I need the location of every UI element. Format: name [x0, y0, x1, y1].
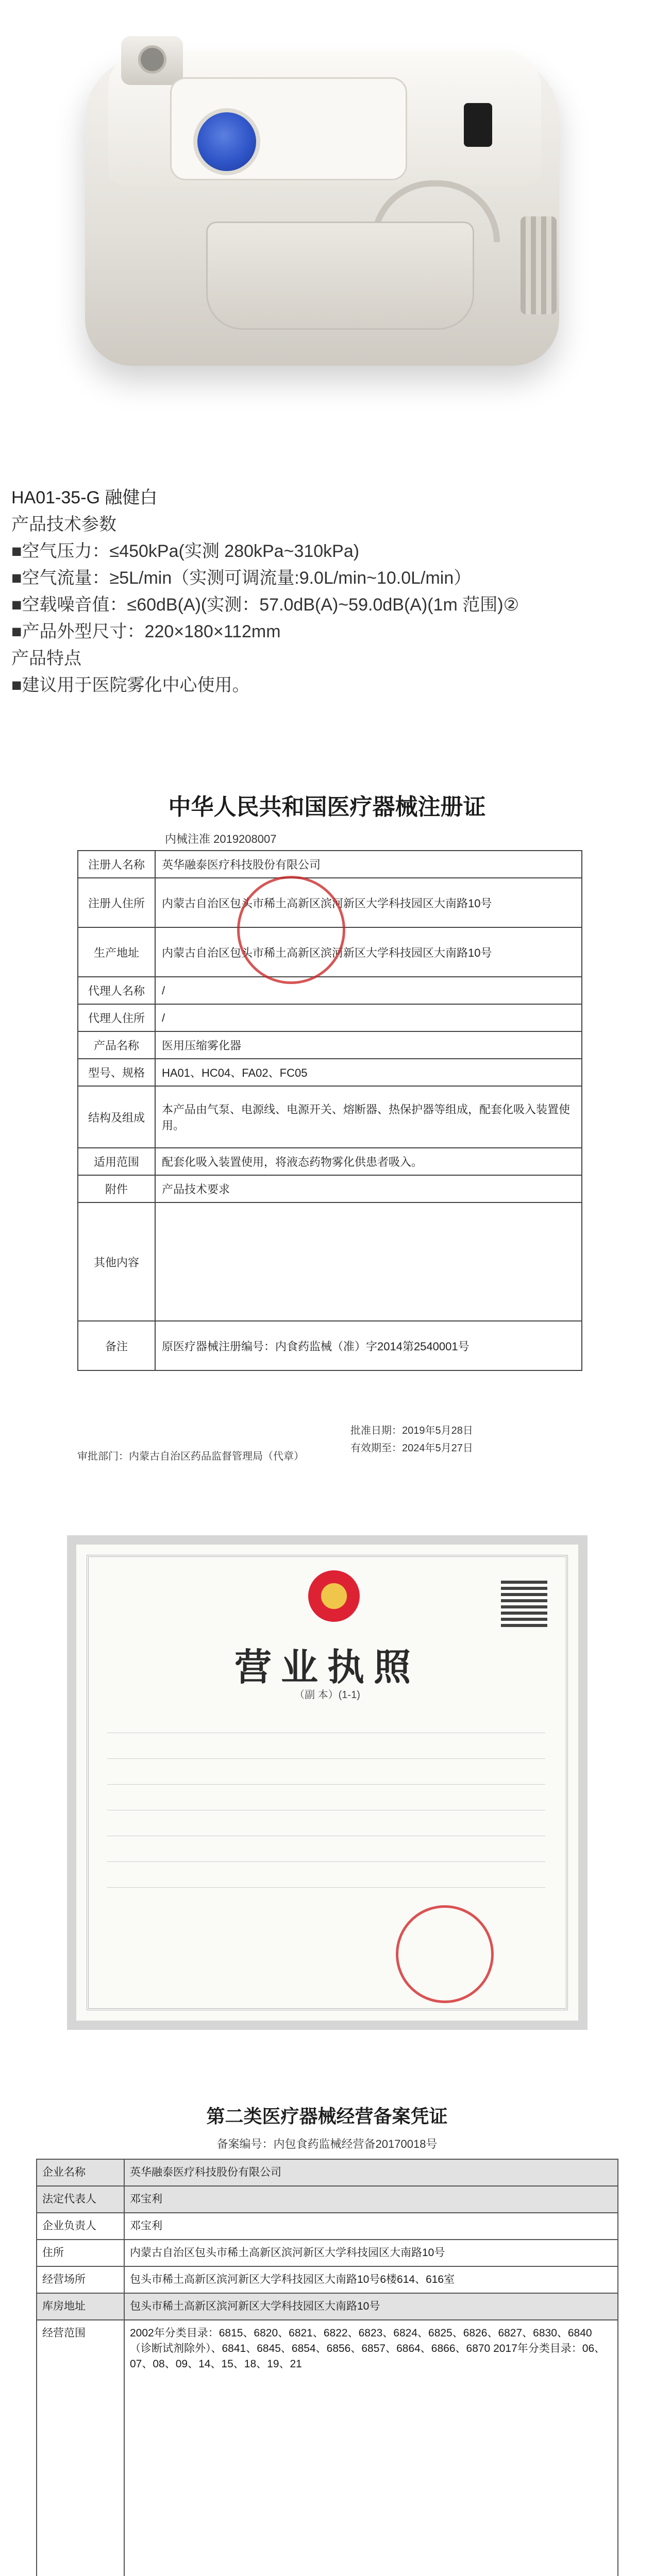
registration-dates: 批准日期：2019年5月28日 有效期至：2024年5月27日 [350, 1425, 473, 1454]
spec-line: ■空载噪音值：≤60dB(A)(实测：57.0dB(A)~59.0dB(A)(1m 范围)② [11, 595, 519, 615]
table-row: 代理人名称 / [78, 977, 582, 1004]
table-row: 结构及组成 本产品由气泵、电源线、电源开关、熔断器、热保护器等组成，配套化吸入装置使用。 [78, 1086, 582, 1148]
table-row: 生产地址 内蒙古自治区包头市稀土高新区滨河新区大学科技园区大南路10号 [78, 927, 582, 977]
features-heading: 产品特点 [11, 649, 81, 668]
national-emblem-icon [308, 1570, 360, 1622]
params-heading: 产品技术参数 [11, 515, 116, 534]
table-row: 库房地址 包头市稀土高新区滨河新区大学科技园区大南路10号 [37, 2293, 618, 2320]
record-table [36, 2159, 618, 2576]
table-row: 型号、规格 HA01、HC04、FA02、FC05 [78, 1059, 582, 1086]
product-photo [0, 0, 654, 479]
license-title: 营业执照 [234, 1647, 420, 1688]
product-specs [0, 484, 654, 783]
table-row: 经营场所 包头市稀土高新区滨河新区大学科技园区大南路10号6楼614、616室 [37, 2266, 618, 2293]
table-row: 住所 内蒙古自治区包头市稀土高新区滨河新区大学科技园区大南路10号 [37, 2240, 618, 2266]
registration-number: 内械注准 2019208007 [165, 833, 277, 845]
table-row: 法定代表人 邓宝利 [37, 2186, 618, 2213]
table-row: 适用范围 配套化吸入装置使用，将液态药物雾化供患者吸入。 [78, 1148, 582, 1175]
table-row: 企业名称 英华融泰医疗科技股份有限公司 [37, 2159, 618, 2186]
registration-footer: 审批部门：内蒙古自治区药品监督管理局（代章） [77, 1451, 304, 1462]
red-stamp [396, 1905, 494, 2003]
license-fields [107, 1715, 545, 1895]
table-row: 代理人住所 / [78, 1004, 582, 1031]
table-row: 经营范围 2002年分类目录：6815、6820、6821、6822、6823、6824、6825、6826、6827、6830、6840（诊断试剂除外）、6841、6845、6854、6856、6857、6864、6866、6870 2017年分类目录：06、07、08、09、14、15、18、19、21 [37, 2320, 618, 2576]
business-license [0, 1504, 654, 2061]
table-row: 附件 产品技术要求 [78, 1175, 582, 1202]
spec-line: ■空气压力：≤450kPa(实测 280kPa~310kPa) [11, 541, 360, 561]
power-switch-icon [464, 103, 492, 147]
table-row: 其他内容 [78, 1202, 582, 1321]
feature-line: ■建议用于医院雾化中心使用。 [11, 675, 250, 695]
table-row: 注册人名称 英华融泰医疗科技股份有限公司 [78, 851, 582, 878]
license-frame [67, 1535, 588, 2030]
table-row: 注册人住所 内蒙古自治区包头市稀土高新区滨河新区大学科技园区大南路10号 [78, 878, 582, 927]
blue-dial-icon [193, 108, 260, 175]
red-stamp [237, 876, 345, 984]
table-row: 企业负责人 邓宝利 [37, 2213, 618, 2240]
spec-line: ■产品外型尺寸：220×180×112mm [11, 622, 281, 641]
vent-grille [521, 216, 557, 314]
table-row: 产品名称 医用压缩雾化器 [78, 1031, 582, 1059]
registration-certificate [0, 783, 654, 1494]
record-title: 第二类医疗器械经营备案凭证 [206, 2106, 448, 2127]
cap-knob-icon [138, 45, 166, 74]
record-number: 备案编号：内包食药监械经营备20170018号 [216, 2138, 438, 2150]
table-row: 备注 原医疗器械注册编号：内食药监械（准）字2014第2540001号 [78, 1321, 582, 1370]
spec-line: ■空气流量：≥5L/min（实测可调流量:9.0L/min~10.0L/min） [11, 568, 472, 588]
license-subtitle: （副 本）(1-1) [294, 1689, 360, 1701]
nebulizer-tray [206, 222, 474, 330]
product-model: HA01-35-G 融健白 [11, 488, 158, 507]
record-certificate-1 [0, 2071, 654, 2576]
registration-title: 中华人民共和国医疗器械注册证 [168, 794, 486, 820]
qr-code-icon [501, 1581, 547, 1627]
